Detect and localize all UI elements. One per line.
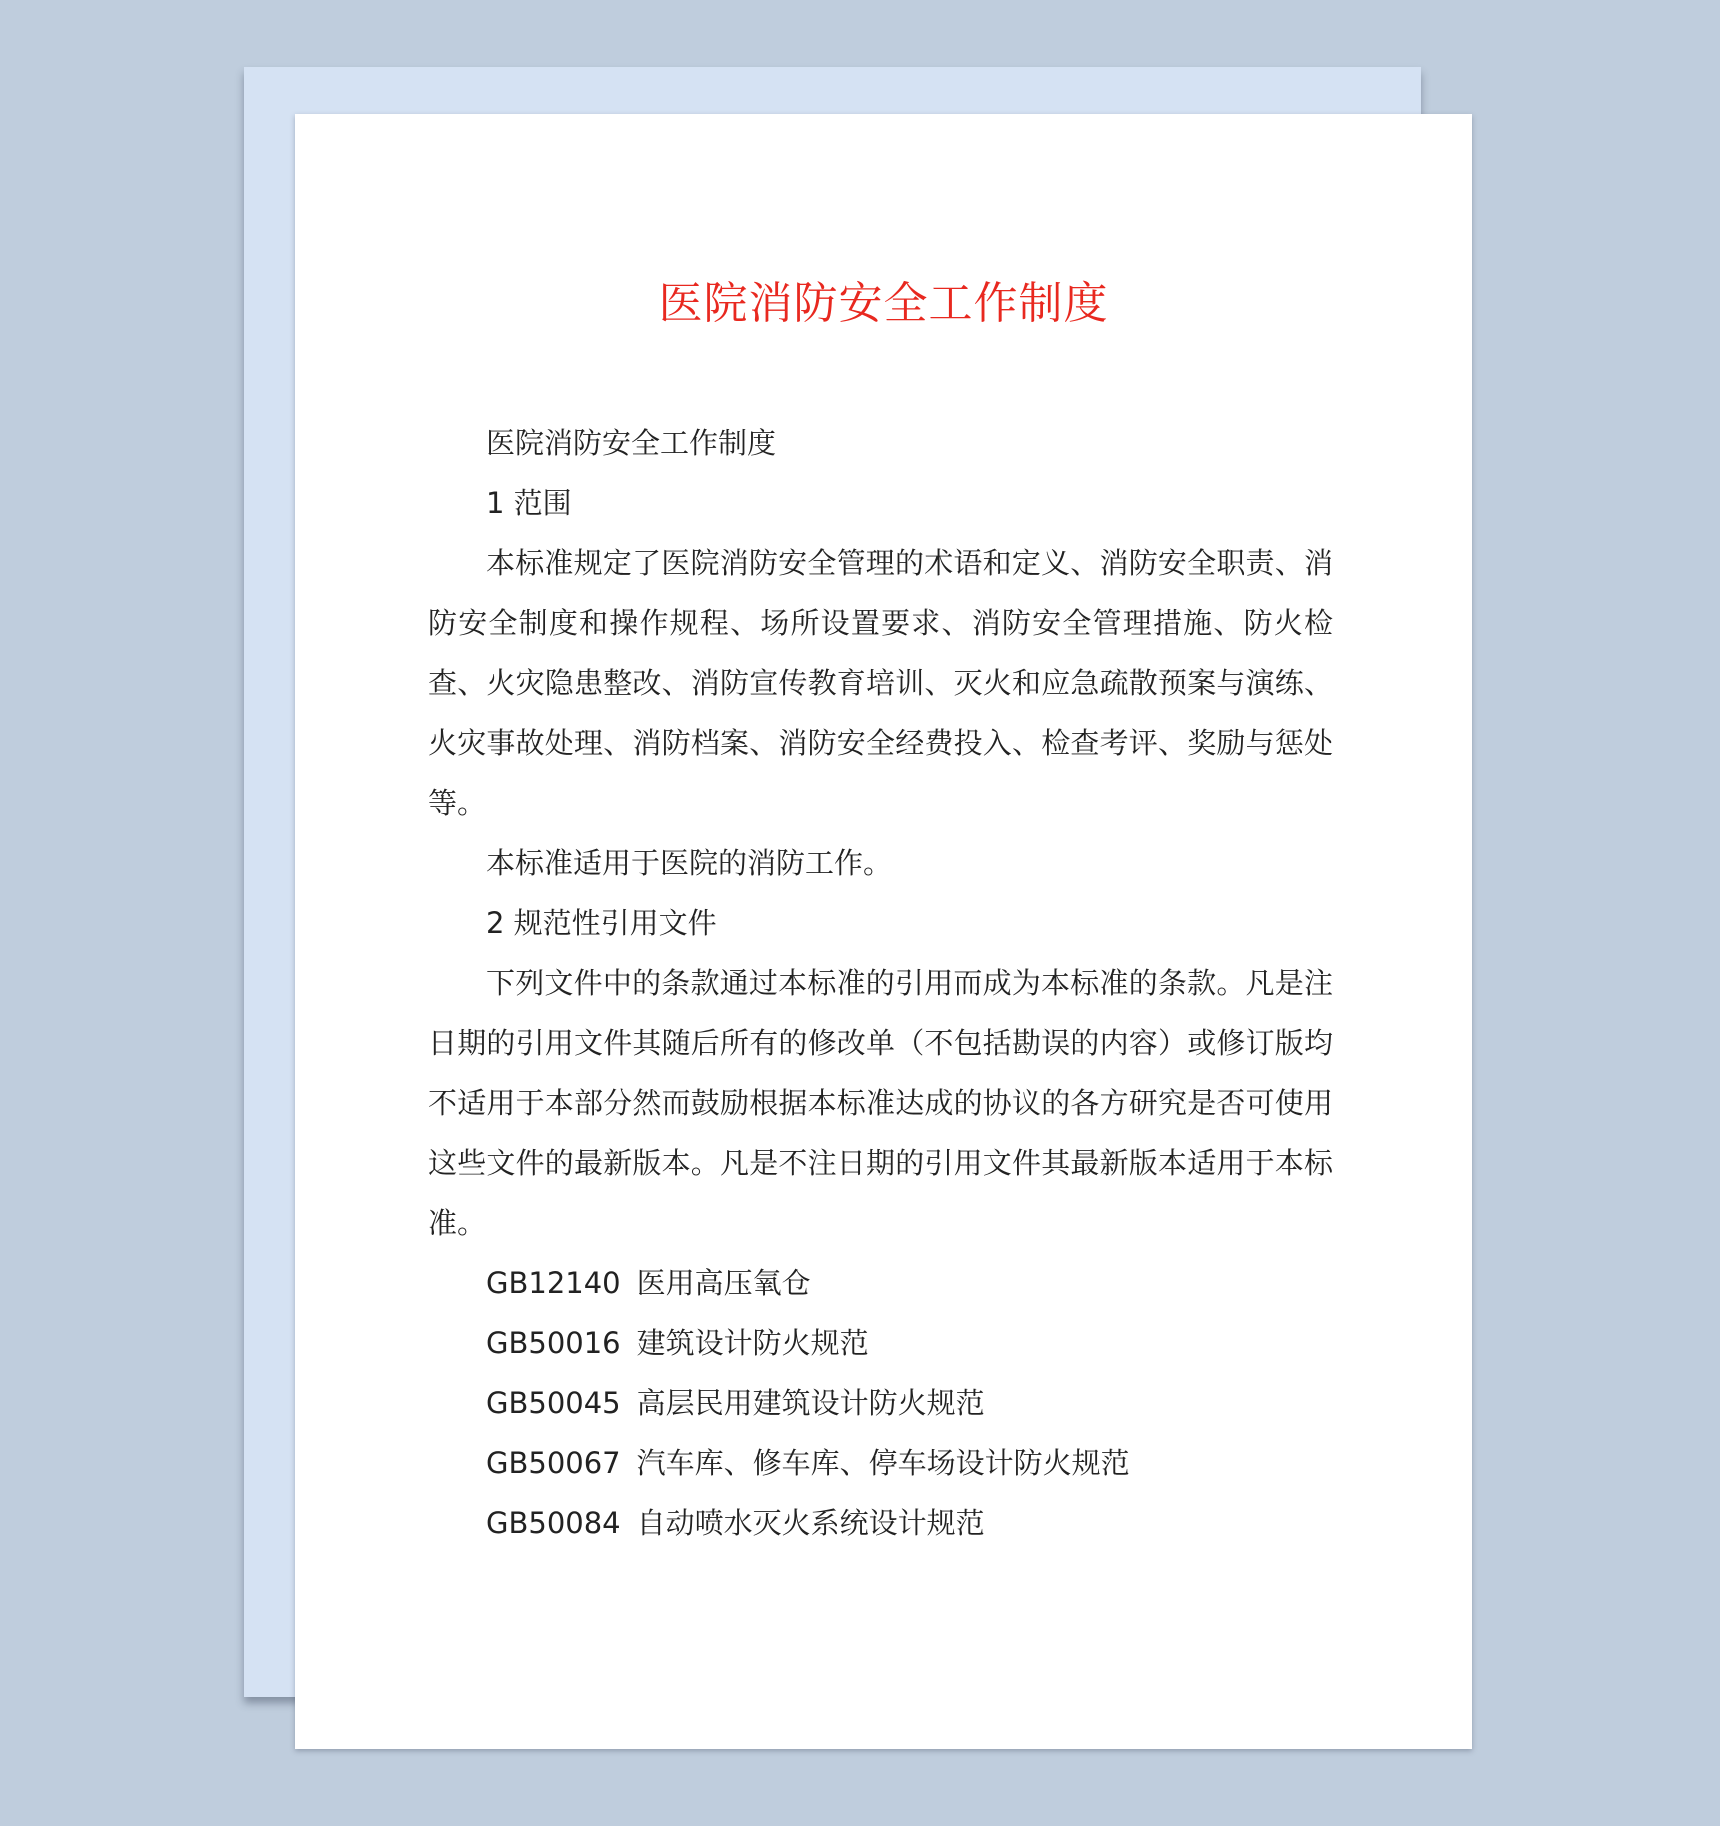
reference-item	[428, 1373, 1333, 1433]
section-heading-references: 2 规范性引用文件	[486, 906, 717, 940]
reference-code: GB50067	[486, 1446, 621, 1480]
paragraph-scope-content: 本标准规定了医院消防安全管理的术语和定义、消防安全职责、消防安全制度和操作规程、场所设置要求、消防安全管理措施、防火检查、火灾隐患整改、消防宣传教育培训、灭火和应急疏散预案与演练、火灾事故处理、消防档案、消防安全经费投入、检查考评、奖励与惩处等。	[428, 546, 1333, 820]
reference-code: GB50016	[486, 1326, 621, 1360]
document-title: 医院消防安全工作制度	[658, 278, 1109, 329]
section-heading-scope: 1 范围	[486, 486, 572, 520]
reference-name: 高层民用建筑设计防火规范	[636, 1386, 985, 1420]
reference-name: 自动喷水灭火系统设计规范	[636, 1506, 985, 1540]
document-page	[295, 114, 1472, 1749]
reference-item	[428, 1313, 1333, 1373]
document-body	[428, 413, 1333, 1553]
paragraph-heading: 医院消防安全工作制度	[486, 426, 777, 460]
reference-name: 汽车库、修车库、停车场设计防火规范	[636, 1446, 1130, 1480]
reference-code: GB50084	[486, 1506, 621, 1540]
paragraph-scope-applicability: 本标准适用于医院的消防工作。	[486, 846, 893, 880]
reference-item	[428, 1253, 1333, 1313]
reference-item	[428, 1433, 1333, 1493]
reference-name: 建筑设计防火规范	[636, 1326, 869, 1360]
reference-item	[428, 1493, 1333, 1553]
reference-code: GB50045	[486, 1386, 621, 1420]
reference-code: GB12140	[486, 1266, 621, 1300]
paragraph-references-intro: 下列文件中的条款通过本标准的引用而成为本标准的条款。凡是注日期的引用文件其随后所有的修改单（不包括勘误的内容）或修订版均不适用于本部分然而鼓励根据本标准达成的协议的各方研究是否可使用这些文件的最新版本。凡是不注日期的引用文件其最新版本适用于本标准。	[428, 966, 1333, 1240]
reference-name: 医用高压氧仓	[636, 1266, 811, 1300]
